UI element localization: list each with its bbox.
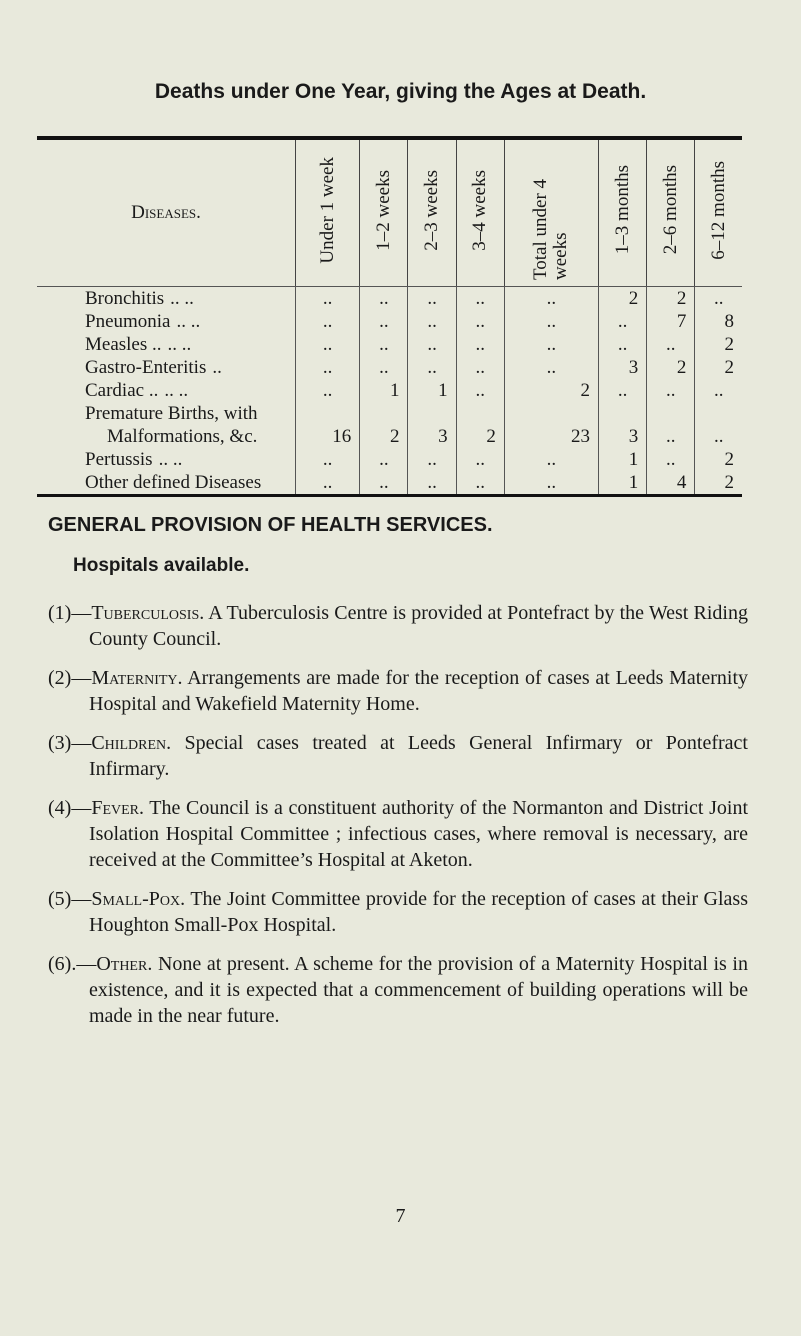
item-text: Arrangements are made for the reception of cases at Leeds Maternity Hospital and Wakefield Maternity Home. bbox=[89, 667, 748, 715]
disease-name bbox=[37, 333, 296, 356]
table-row bbox=[37, 379, 742, 402]
cell-value: .. bbox=[408, 448, 456, 471]
cell-value: .. bbox=[296, 310, 360, 333]
cell-value: 4 bbox=[647, 471, 695, 496]
cell-value: .. bbox=[408, 356, 456, 379]
cell-value: .. bbox=[408, 310, 456, 333]
column-header-label: 1–3 months bbox=[611, 165, 633, 255]
cell-value: .. bbox=[647, 448, 695, 471]
cell-value: 1 bbox=[598, 448, 646, 471]
disease-name bbox=[37, 310, 296, 333]
table-row bbox=[37, 356, 742, 379]
disease-label: Premature Births, with bbox=[85, 402, 258, 424]
item-text: Special cases treated at Leeds General Infirmary or Pontefract Infirmary. bbox=[89, 732, 748, 780]
table-row bbox=[37, 448, 742, 471]
section-heading: GENERAL PROVISION OF HEALTH SERVICES. bbox=[48, 514, 493, 536]
cell-value bbox=[456, 402, 504, 425]
cell-value: 2 bbox=[504, 379, 598, 402]
table-row bbox=[37, 402, 742, 425]
item-text: None at present. A scheme for the provision of a Maternity Hospital is in existence, and it is expected that a commencement of building operations will be made in the near future. bbox=[89, 953, 748, 1027]
cell-value: .. bbox=[296, 379, 360, 402]
cell-value bbox=[504, 402, 598, 425]
page-number: 7 bbox=[395, 1205, 406, 1227]
leader-dots: .. .. bbox=[158, 448, 183, 470]
item-number: (4)— bbox=[48, 797, 92, 819]
cell-value: .. bbox=[296, 333, 360, 356]
leader-dots: .. .. bbox=[170, 287, 194, 309]
hospital-item bbox=[48, 795, 748, 873]
cell-value: .. bbox=[504, 356, 598, 379]
cell-value: .. bbox=[360, 287, 408, 311]
cell-value: 2 bbox=[647, 287, 695, 311]
column-header bbox=[598, 138, 646, 287]
page-title: Deaths under One Year, giving the Ages at Death. bbox=[154, 80, 647, 103]
cell-value: .. bbox=[456, 333, 504, 356]
cell-value: .. bbox=[296, 448, 360, 471]
column-header-label: Under 1 week bbox=[316, 156, 338, 264]
column-header bbox=[408, 138, 456, 287]
disease-label: Other defined Diseases bbox=[85, 471, 262, 493]
disease-name bbox=[37, 379, 296, 402]
column-header bbox=[647, 138, 695, 287]
cell-value: 3 bbox=[408, 425, 456, 448]
disease-label: Pertussis bbox=[85, 448, 153, 470]
disease-name bbox=[37, 356, 296, 379]
cell-value: 3 bbox=[598, 425, 646, 448]
cell-value: 2 bbox=[695, 471, 742, 496]
column-header-label: 3–4 weeks bbox=[469, 169, 491, 251]
disease-name bbox=[37, 287, 296, 311]
cell-value: .. bbox=[296, 356, 360, 379]
column-header bbox=[296, 138, 360, 287]
cell-value: 23 bbox=[504, 425, 598, 448]
cell-value: .. bbox=[360, 448, 408, 471]
item-label: Small-Pox. bbox=[91, 888, 186, 910]
cell-value: .. bbox=[456, 356, 504, 379]
cell-value: .. bbox=[296, 287, 360, 311]
hospital-item bbox=[48, 665, 748, 717]
item-number: (5)— bbox=[48, 888, 92, 910]
disease-label: Gastro-Enteritis bbox=[85, 356, 207, 378]
item-label: Fever. bbox=[91, 797, 145, 819]
hospital-item bbox=[48, 951, 748, 1029]
item-number: (3)— bbox=[48, 732, 92, 754]
item-text: A Tuberculosis Centre is provided at Pontefract by the West Riding County Council. bbox=[89, 602, 748, 650]
disease-name bbox=[37, 425, 296, 448]
cell-value: .. bbox=[456, 379, 504, 402]
cell-value bbox=[360, 402, 408, 425]
cell-value: .. bbox=[504, 333, 598, 356]
cell-value: .. bbox=[647, 425, 695, 448]
cell-value: .. bbox=[360, 356, 408, 379]
item-text: The Council is a constituent authority of the Normanton and District Joint Isolation Hospital Committee ; infectious cases, where removal is necessary, are received at the Committee’s Hospital at Aketon. bbox=[89, 797, 748, 871]
leader-dots: .. .. bbox=[167, 333, 192, 355]
column-header-label: 6–12 months bbox=[707, 160, 729, 260]
item-label: Other. bbox=[96, 953, 153, 975]
column-header bbox=[456, 138, 504, 287]
item-number: (1)— bbox=[48, 602, 92, 624]
disease-name bbox=[37, 471, 296, 496]
cell-value: .. bbox=[504, 287, 598, 311]
hospital-list bbox=[48, 600, 748, 1042]
hospital-item bbox=[48, 600, 748, 652]
cell-value bbox=[296, 402, 360, 425]
disease-label: Cardiac .. bbox=[85, 379, 159, 401]
deaths-table bbox=[37, 136, 742, 497]
cell-value: 7 bbox=[647, 310, 695, 333]
cell-value bbox=[695, 402, 742, 425]
cell-value bbox=[647, 402, 695, 425]
column-header-label: Total under 4 weeks bbox=[530, 178, 572, 280]
cell-value: 2 bbox=[647, 356, 695, 379]
column-header-label: 2–6 months bbox=[659, 165, 681, 255]
cell-value: .. bbox=[408, 471, 456, 496]
cell-value: .. bbox=[598, 333, 646, 356]
table-row bbox=[37, 333, 742, 356]
cell-value: .. bbox=[695, 379, 742, 402]
disease-label: Malformations, &c. bbox=[107, 425, 258, 447]
hospital-item bbox=[48, 886, 748, 938]
cell-value: 3 bbox=[598, 356, 646, 379]
cell-value: 16 bbox=[296, 425, 360, 448]
cell-value: .. bbox=[360, 471, 408, 496]
leader-dots: .. .. bbox=[164, 379, 189, 401]
cell-value: 2 bbox=[598, 287, 646, 311]
item-label: Maternity. bbox=[91, 667, 183, 689]
cell-value: 1 bbox=[360, 379, 408, 402]
cell-value bbox=[598, 402, 646, 425]
column-header bbox=[360, 138, 408, 287]
cell-value: .. bbox=[360, 333, 408, 356]
leader-dots: .. .. bbox=[176, 310, 201, 332]
cell-value: .. bbox=[598, 379, 646, 402]
cell-value: .. bbox=[456, 471, 504, 496]
cell-value: .. bbox=[408, 287, 456, 311]
item-label: Tuberculosis. bbox=[91, 602, 205, 624]
item-number: (2)— bbox=[48, 667, 92, 689]
cell-value: 1 bbox=[598, 471, 646, 496]
table-header-row bbox=[37, 138, 742, 287]
table-row bbox=[37, 310, 742, 333]
cell-value: 1 bbox=[408, 379, 456, 402]
disease-label: Bronchitis bbox=[85, 287, 165, 309]
hospital-item bbox=[48, 730, 748, 782]
cell-value: 2 bbox=[695, 356, 742, 379]
cell-value: .. bbox=[647, 333, 695, 356]
cell-value: .. bbox=[360, 310, 408, 333]
column-header-label: 1–2 weeks bbox=[372, 169, 394, 251]
cell-value: .. bbox=[695, 287, 742, 311]
column-header-label: 2–3 weeks bbox=[421, 169, 443, 251]
cell-value: .. bbox=[504, 471, 598, 496]
disease-name bbox=[37, 448, 296, 471]
cell-value: .. bbox=[598, 310, 646, 333]
column-header bbox=[695, 138, 742, 287]
cell-value: 2 bbox=[695, 448, 742, 471]
disease-label: Pneumonia bbox=[85, 310, 171, 332]
table-row bbox=[37, 287, 742, 311]
column-header bbox=[504, 138, 598, 287]
cell-value bbox=[408, 402, 456, 425]
cell-value: 8 bbox=[695, 310, 742, 333]
cell-value: .. bbox=[296, 471, 360, 496]
cell-value: .. bbox=[504, 448, 598, 471]
diseases-header: Diseases. bbox=[37, 138, 296, 287]
table-row bbox=[37, 425, 742, 448]
disease-label: Measles .. bbox=[85, 333, 162, 355]
cell-value: .. bbox=[408, 333, 456, 356]
subsection-heading: Hospitals available. bbox=[73, 555, 250, 576]
cell-value: 2 bbox=[456, 425, 504, 448]
cell-value: .. bbox=[456, 448, 504, 471]
cell-value: .. bbox=[456, 310, 504, 333]
disease-name bbox=[37, 402, 296, 425]
leader-dots: .. bbox=[212, 356, 222, 378]
cell-value: 2 bbox=[695, 333, 742, 356]
cell-value: .. bbox=[647, 379, 695, 402]
cell-value: .. bbox=[456, 287, 504, 311]
table-row bbox=[37, 471, 742, 496]
cell-value: .. bbox=[695, 425, 742, 448]
item-label: Children. bbox=[91, 732, 172, 754]
cell-value: .. bbox=[504, 310, 598, 333]
item-text: The Joint Committee provide for the reception of cases at their Glass Houghton Small-Pox Hospital. bbox=[89, 888, 748, 936]
cell-value: 2 bbox=[360, 425, 408, 448]
item-number: (6).— bbox=[48, 953, 97, 975]
